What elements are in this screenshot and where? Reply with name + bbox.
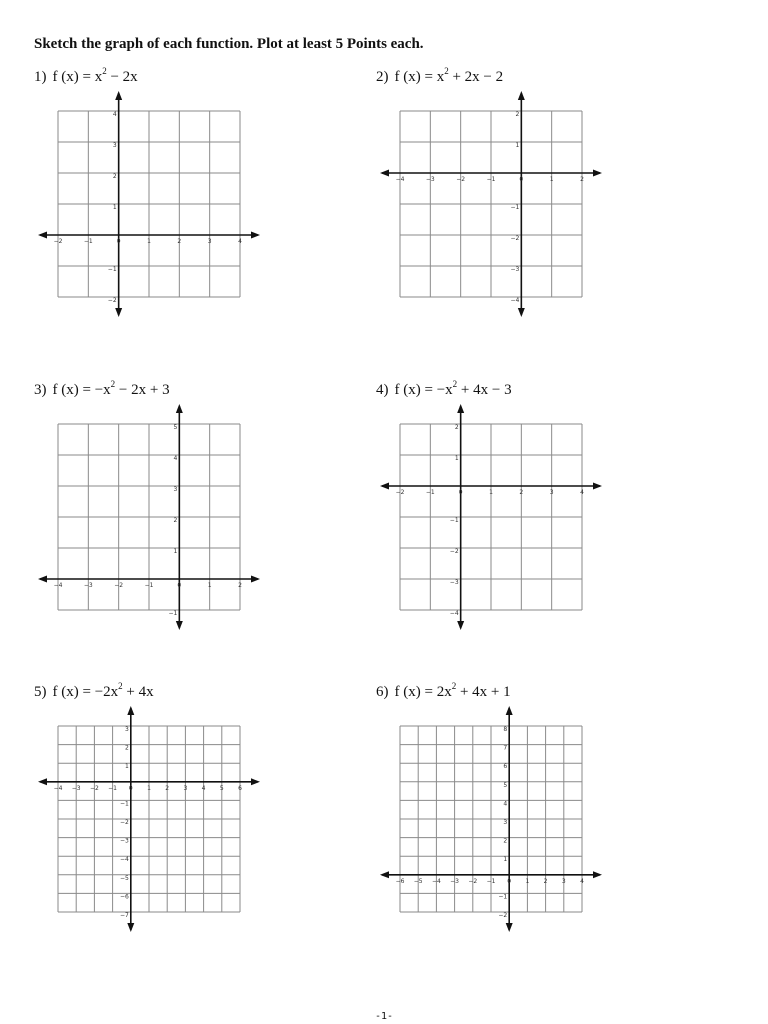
y-tick-label: 3 bbox=[112, 142, 117, 149]
variable-base: x bbox=[444, 684, 452, 700]
y-tick-label: 3 bbox=[503, 819, 508, 826]
y-tick-label: −3 bbox=[449, 579, 459, 586]
coordinate-grid[interactable] bbox=[34, 682, 364, 962]
y-tick-label: 4 bbox=[112, 111, 117, 118]
page-number: -1- bbox=[374, 1011, 394, 1022]
y-tick-label: 2 bbox=[173, 517, 178, 524]
x-tick-label: −5 bbox=[413, 877, 423, 885]
problem-number: 3) bbox=[34, 382, 47, 398]
y-tick-label: −2 bbox=[107, 297, 117, 304]
y-tick-label: −4 bbox=[119, 856, 129, 864]
x-tick-label: −1 bbox=[486, 176, 496, 183]
y-axis-arrow-down bbox=[115, 308, 122, 317]
x-axis-arrow-right bbox=[251, 232, 260, 239]
x-tick-label: 2 bbox=[238, 582, 242, 589]
problem-number: 4) bbox=[376, 382, 389, 398]
y-tick-label: −2 bbox=[449, 548, 459, 555]
y-tick-label: 1 bbox=[112, 204, 117, 211]
x-tick-label: −6 bbox=[395, 877, 405, 885]
y-tick-label: 2 bbox=[454, 424, 459, 431]
x-tick-label: 3 bbox=[561, 877, 566, 885]
x-tick-label: −1 bbox=[425, 489, 435, 496]
problem-4 bbox=[376, 380, 706, 660]
y-tick-label: −2 bbox=[119, 819, 129, 826]
problem-number: 2) bbox=[376, 69, 389, 85]
coordinate-grid[interactable] bbox=[376, 682, 706, 962]
y-tick-label: −4 bbox=[449, 610, 459, 617]
variable-base: x bbox=[94, 69, 103, 85]
x-tick-label: −3 bbox=[425, 176, 435, 183]
exponent: 2 bbox=[118, 681, 123, 691]
x-tick-label: 2 bbox=[543, 877, 548, 885]
y-tick-label: 1 bbox=[515, 142, 520, 149]
x-tick-label: 5 bbox=[219, 784, 224, 792]
problem-6 bbox=[376, 682, 706, 962]
function-lhs: f (x) = −2 bbox=[52, 684, 111, 700]
problem-1 bbox=[34, 67, 364, 347]
worksheet-instructions: Sketch the graph of each function. Plot at least 5 Points each. bbox=[34, 36, 424, 52]
x-tick-label: −4 bbox=[53, 784, 63, 792]
y-tick-label: −1 bbox=[510, 204, 520, 211]
x-tick-label: 3 bbox=[549, 489, 554, 496]
problem-number: 5) bbox=[34, 684, 47, 700]
y-tick-label: −7 bbox=[119, 912, 129, 919]
x-axis-arrow-left bbox=[38, 232, 47, 239]
y-axis-arrow-up bbox=[115, 91, 122, 100]
exponent: 2 bbox=[444, 66, 449, 76]
variable-base: x bbox=[436, 69, 445, 85]
y-tick-label: 1 bbox=[124, 763, 129, 771]
variable-base: x bbox=[445, 382, 453, 398]
x-tick-label: −4 bbox=[395, 176, 405, 183]
x-axis-arrow-right bbox=[593, 483, 602, 490]
y-tick-label: 3 bbox=[124, 726, 129, 733]
y-axis-arrow-up bbox=[518, 91, 525, 100]
problem-number: 6) bbox=[376, 684, 389, 700]
x-tick-label: 2 bbox=[165, 784, 170, 792]
function-rhs: + 2x − 2 bbox=[448, 69, 504, 85]
y-tick-label: −2 bbox=[510, 235, 520, 242]
x-axis-arrow-left bbox=[380, 483, 389, 490]
y-tick-label: 1 bbox=[454, 455, 459, 462]
variable-base: x bbox=[110, 684, 119, 700]
function-lhs: f (x) = − bbox=[52, 382, 104, 398]
y-axis-arrow-up bbox=[457, 404, 464, 413]
y-tick-label: 4 bbox=[503, 800, 508, 808]
coordinate-grid[interactable] bbox=[34, 380, 364, 660]
x-tick-label: 4 bbox=[580, 489, 584, 496]
x-tick-label: 4 bbox=[580, 877, 584, 885]
y-tick-label: 5 bbox=[503, 781, 508, 789]
function-rhs: − 2x + 3 bbox=[115, 382, 170, 398]
x-tick-label: 2 bbox=[177, 238, 182, 245]
y-tick-label: −1 bbox=[449, 517, 459, 524]
coordinate-grid[interactable] bbox=[34, 67, 364, 347]
y-axis-arrow-down bbox=[518, 308, 525, 317]
y-tick-label: 1 bbox=[173, 548, 178, 555]
y-tick-label: 6 bbox=[503, 763, 508, 771]
x-tick-label: 1 bbox=[489, 489, 493, 496]
x-axis-arrow-right bbox=[251, 778, 260, 785]
function-rhs: + 4x bbox=[122, 684, 154, 700]
x-axis-arrow-left bbox=[38, 778, 47, 785]
y-tick-label: −3 bbox=[119, 837, 129, 845]
x-tick-label: 3 bbox=[207, 238, 212, 245]
x-tick-label: 2 bbox=[580, 176, 584, 183]
problem-2 bbox=[376, 67, 706, 347]
x-tick-label: −4 bbox=[431, 877, 441, 885]
y-tick-label: −1 bbox=[107, 266, 117, 273]
function-rhs: − 2x bbox=[106, 69, 138, 85]
x-tick-label: −2 bbox=[456, 176, 466, 183]
y-tick-label: −1 bbox=[168, 610, 178, 617]
x-tick-label: 1 bbox=[525, 877, 530, 885]
x-tick-label: −1 bbox=[144, 582, 154, 589]
y-tick-label: 2 bbox=[124, 744, 129, 752]
coordinate-grid[interactable] bbox=[376, 380, 706, 660]
x-tick-label: 1 bbox=[549, 176, 554, 183]
x-tick-label: 2 bbox=[519, 489, 524, 496]
y-tick-label: 1 bbox=[503, 856, 508, 864]
x-axis-arrow-right bbox=[593, 170, 602, 177]
x-tick-label: 1 bbox=[147, 238, 151, 245]
x-tick-label: 0 bbox=[519, 176, 524, 183]
y-axis-arrow-up bbox=[176, 404, 183, 413]
y-tick-label: 4 bbox=[173, 455, 178, 462]
problem-number: 1) bbox=[34, 69, 47, 85]
x-tick-label: 1 bbox=[207, 582, 212, 589]
exponent: 2 bbox=[102, 66, 107, 76]
y-axis-arrow-down bbox=[127, 923, 134, 932]
variable-base: x bbox=[103, 382, 111, 398]
y-tick-label: 7 bbox=[503, 744, 508, 752]
x-tick-label: 4 bbox=[238, 238, 242, 245]
y-tick-label: 3 bbox=[173, 486, 178, 493]
y-tick-label: −4 bbox=[510, 297, 520, 304]
x-tick-label: −3 bbox=[450, 877, 460, 885]
x-tick-label: −2 bbox=[114, 582, 124, 589]
x-axis-arrow-right bbox=[251, 576, 260, 583]
y-tick-label: −6 bbox=[119, 893, 129, 901]
x-tick-label: 0 bbox=[116, 238, 121, 245]
problem-5 bbox=[34, 682, 364, 962]
x-tick-label: −2 bbox=[395, 489, 405, 496]
function-rhs: + 4x − 3 bbox=[457, 382, 512, 398]
y-axis-arrow-up bbox=[506, 706, 513, 715]
x-axis-arrow-left bbox=[38, 576, 47, 583]
y-tick-label: −2 bbox=[498, 912, 508, 919]
x-tick-label: 4 bbox=[201, 784, 206, 792]
y-tick-label: 2 bbox=[503, 837, 508, 845]
x-tick-label: 0 bbox=[507, 877, 512, 885]
y-tick-label: 2 bbox=[112, 173, 117, 180]
x-tick-label: 3 bbox=[183, 784, 188, 792]
y-tick-label: −5 bbox=[119, 874, 129, 882]
function-lhs: f (x) = − bbox=[394, 382, 446, 398]
x-axis-arrow-right bbox=[593, 871, 602, 878]
y-tick-label: −1 bbox=[498, 893, 508, 901]
x-tick-label: −3 bbox=[71, 784, 81, 792]
problem-3 bbox=[34, 380, 364, 660]
y-axis-arrow-down bbox=[506, 923, 513, 932]
x-tick-label: −1 bbox=[486, 877, 496, 885]
function-rhs: + 4x + 1 bbox=[456, 684, 511, 700]
x-tick-label: 6 bbox=[238, 784, 242, 792]
x-tick-label: −2 bbox=[468, 877, 478, 885]
exponent: 2 bbox=[451, 681, 457, 691]
exponent: 2 bbox=[110, 379, 116, 389]
x-tick-label: 0 bbox=[177, 582, 182, 589]
x-tick-label: −2 bbox=[53, 238, 63, 245]
x-tick-label: 1 bbox=[147, 784, 151, 792]
x-tick-label: −1 bbox=[83, 238, 93, 245]
y-axis-arrow-down bbox=[457, 621, 464, 630]
y-axis-arrow-up bbox=[127, 706, 134, 715]
y-tick-label: −1 bbox=[119, 800, 129, 808]
x-tick-label: −1 bbox=[108, 784, 118, 792]
x-tick-label: 0 bbox=[458, 489, 463, 496]
y-tick-label: −3 bbox=[510, 266, 520, 273]
function-lhs: f (x) = bbox=[52, 69, 95, 85]
exponent: 2 bbox=[452, 379, 458, 389]
y-tick-label: 8 bbox=[503, 726, 508, 733]
x-tick-label: 0 bbox=[128, 784, 133, 792]
x-axis-arrow-left bbox=[380, 170, 389, 177]
x-tick-label: −4 bbox=[53, 582, 63, 589]
coordinate-grid[interactable] bbox=[376, 67, 706, 347]
x-tick-label: −2 bbox=[89, 784, 99, 792]
function-lhs: f (x) = 2 bbox=[394, 684, 445, 700]
x-axis-arrow-left bbox=[380, 871, 389, 878]
y-tick-label: 2 bbox=[515, 111, 520, 118]
y-axis-arrow-down bbox=[176, 621, 183, 630]
x-tick-label: −3 bbox=[83, 582, 93, 589]
y-tick-label: 5 bbox=[173, 424, 178, 431]
function-lhs: f (x) = bbox=[394, 69, 437, 85]
